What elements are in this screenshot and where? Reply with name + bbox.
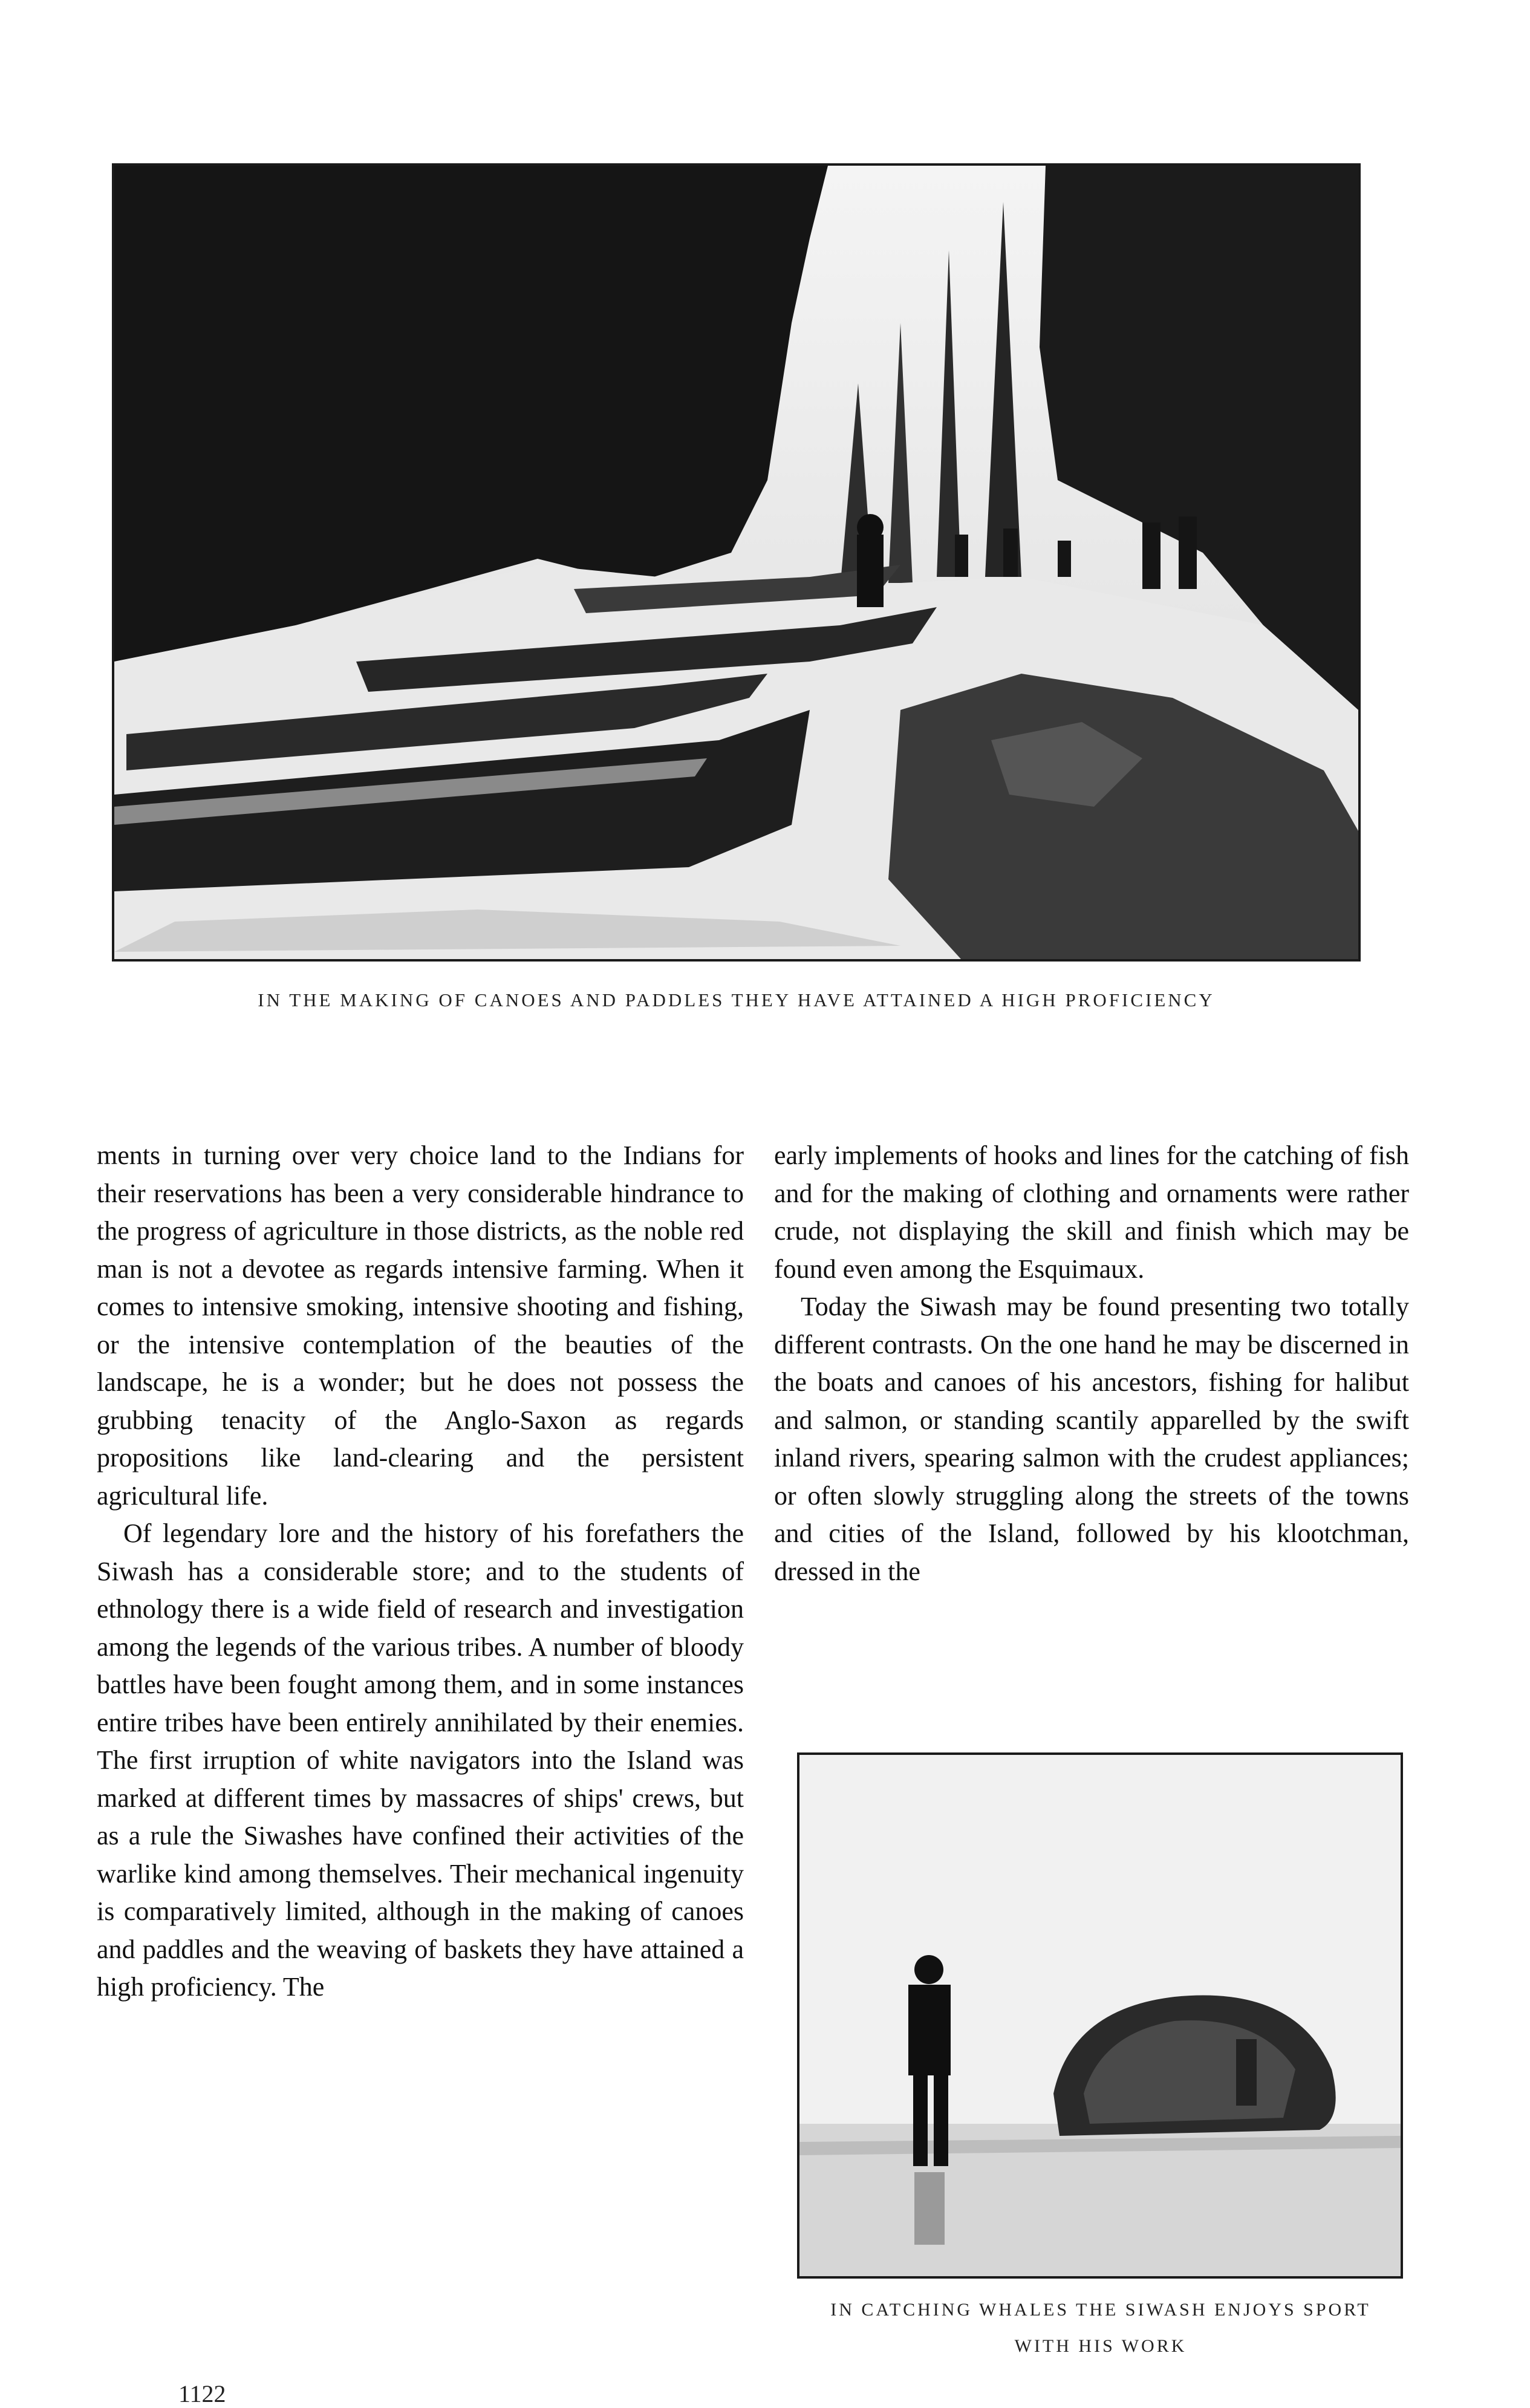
right-paragraph-1: early implements of hooks and lines for the catching of fish and for the making of clothing and ornaments were rather crude, not displaying the skill and finish which may be found even among the Esquimaux. (774, 1141, 1409, 1284)
whale-photo-image (799, 1755, 1401, 2276)
whale-caption-line-2: WITH HIS WORK (1014, 2336, 1187, 2356)
left-paragraph-1: ments in turning over very choice land to the Indians for their reservations has been a very considerable hindrance to the progress of agriculture in those districts, as the noble red man is not a devotee as regards intensive farming. When it comes to intensive smoking, intensive shooting and fishing, or the intensive contemplation of the beauties of the landscape, he is a wonder; but he does not possess the grubbing tenacity of the Anglo-Saxon as regards propositions like land-clearing and the persistent agricultural life. (97, 1141, 744, 1511)
photo-canoes (112, 163, 1361, 962)
left-column-text (97, 1137, 744, 2006)
photo-caption-whale (786, 2292, 1415, 2364)
photo-caption-canoes: IN THE MAKING OF CANOES AND PADDLES THEY HAVE ATTAINED A HIGH PROFICIENCY (258, 989, 1215, 1010)
canoes-photo-image (114, 166, 1358, 959)
right-paragraph-2: Today the Siwash may be found presenting two totally different contrasts. On the one hand he may be discerned in the boats and canoes of his ancestors, fishing for halibut and salmon, or standing scantily apparelled by the swift inland rivers, spearing salmon with the crudest appliances; or often slowly struggling along the streets of the towns and cities of the Island, followed by his klootchman, dressed in the (774, 1292, 1409, 1586)
page-number: 1122 (178, 2380, 226, 2407)
left-paragraph-2: Of legendary lore and the history of his forefathers the Siwash has a considerable store; and to the students of ethnology there is a wide field of research and investigation among the legends of the various tribes. A number of bloody battles have been fought among them, and in some instances entire tribes have been entirely annihilated by their enemies. The first irruption of white navigators into the Island was marked at different times by massacres of ships' crews, but as a rule the Siwashes have confined their activities of the warlike kind among themselves. Their mechanical ingenuity is comparatively limited, although in the making of canoes and paddles and the weaving of baskets they have attained a high proficiency. The (97, 1518, 744, 2002)
right-column-text (774, 1137, 1409, 1590)
whale-caption-line-1: IN CATCHING WHALES THE SIWASH ENJOYS SPORT (830, 2300, 1371, 2320)
photo-whale (797, 1752, 1403, 2279)
